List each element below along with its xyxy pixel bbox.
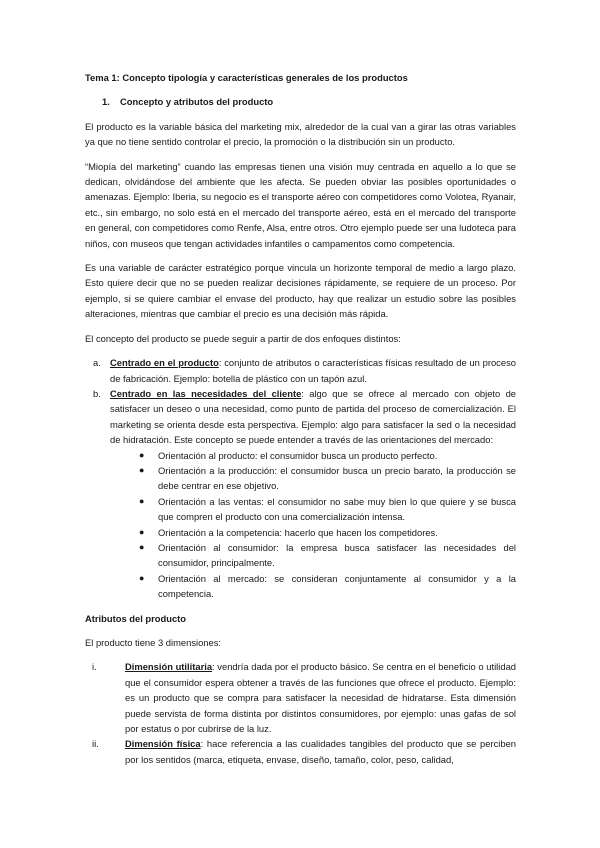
section-heading [102,94,516,109]
paragraph: El producto es la variable básica del marketing mix, alrededor de la cual van a girar las otras variables ya que no tiene sentido controlar el precio, la promoción o la distribución sin un producto. [85,120,516,148]
list-item [85,386,516,602]
section-number: 1. [102,96,110,108]
bullet-icon: ● [139,449,145,460]
list-marker: ii. [92,738,99,750]
list-marker: b. [93,387,101,399]
list-item [85,736,516,767]
section-heading-text: Concepto y atributos del producto [120,96,274,108]
bullet-icon: ● [139,464,145,475]
attributes-heading: Atributos del producto [85,612,187,624]
list-item-text: : vendría dada por el producto básico. Se centra en el beneficio o utilidad que el consumidor espera obtener a través de las funciones que ofrece el producto. Ejemplo: es un producto que se compra para satisfacer la necesidad de hidratarse. Esta dimensión puede servista de forma distinta por distintos consumidores, por ejemplo: unas gafas de sol por estatus o por cubrirse de la luz. [125,661,516,735]
list-item [110,525,516,540]
list-item-text: : hace referencia a las cualidades tangibles del producto que se perciben por los sentidos (marca, etiqueta, envase, diseño, tamaño, color, peso, calidad, [125,738,516,765]
list-item [110,448,516,463]
list-item-term: Centrado en el producto [110,357,219,369]
paragraph: El concepto del producto se puede seguir a partir de dos enfoques distintos: [85,332,401,344]
list-item-term: Dimensión utilitaria [125,661,213,673]
list-item [110,463,516,494]
list-item-term: Dimensión física [125,738,201,750]
list-item-text: : algo que se ofrece al mercado con objeto de satisfacer un deseo o una necesidad, como punto de partida del proceso de comercialización. El marketing se orienta desde esta perspectiva. Ejemplo: algo para satisfacer la sed o la necesidad de hidratación. Este concepto se puede entender a través de las orientaciones del mercado: [110,387,516,446]
list-marker: a. [93,357,101,369]
bullet-icon: ● [139,495,145,506]
orientations-list [110,448,516,602]
list-item-text: Orientación a la producción: el consumidor busca un precio barato, la producción se debe centrar en ese objetivo. [158,464,516,492]
bullet-icon: ● [139,541,145,552]
approaches-list [85,355,516,602]
paragraph: “Miopía del marketing” cuando las empresas tienen una visión muy centrada en aquello a lo que se dedican, olvidándose del ambiente que les afecta. Se pueden obviar las posibles oportunidades o amenazas. Ejemplo: Iberia, su negocio es el transporte aéreo con competidores como Volotea, Ryanair, etc., sin embargo, no solo está en el mercado del transporte aéreo, está en el mercado del transporte en general, con competidores como Renfe, Alsa, entre otros. Otro ejemplo puede ser una ludoteca para niños, con museos que tengan actividades infantiles o campamentos como competencia. [85,160,516,249]
list-item-term: Centrado en las necesidades del cliente [110,387,302,399]
list-item-text: Orientación al mercado: se consideran conjuntamente al consumidor y a la competencia. [158,572,516,600]
list-item-text: Orientación a las ventas: el consumidor no sabe muy bien lo que quiere y se busca que compren el producto con una comercialización intensa. [158,495,516,523]
list-item [110,494,516,525]
list-item [85,659,516,736]
list-item [85,355,516,386]
list-item [110,540,516,571]
list-marker: i. [92,661,97,673]
bullet-icon: ● [139,526,145,537]
dimensions-list [85,659,516,767]
list-item-text: Orientación al producto: el consumidor busca un producto perfecto. [158,449,438,461]
list-item-text: : conjunto de atributos o características físicas resultado de un proceso de fabricación. Ejemplo: botella de plástico con un tapón azul. [110,357,516,384]
bullet-icon: ● [139,572,145,583]
paragraph: El producto tiene 3 dimensiones: [85,637,222,648]
list-item-text: Orientación al consumidor: la empresa busca satisfacer las necesidades del consumidor, principalmente. [158,541,516,569]
list-item [110,571,516,602]
list-item-text: Orientación a la competencia: hacerlo que hacen los competidores. [158,526,438,538]
document-title: Tema 1: Concepto tipología y características generales de los productos [85,72,408,83]
paragraph: Es una variable de carácter estratégico porque vincula un horizonte temporal de medio a largo plazo. Esto quiere decir que no se pueden realizar decisiones rápidamente, se requiere de un proceso. Por ejemplo, si se quiere cambiar el envase del producto, hay que realizar un estudio sobre las posibles alteraciones, mientras que cambiar el precio es una decisión más rápida. [85,262,516,320]
